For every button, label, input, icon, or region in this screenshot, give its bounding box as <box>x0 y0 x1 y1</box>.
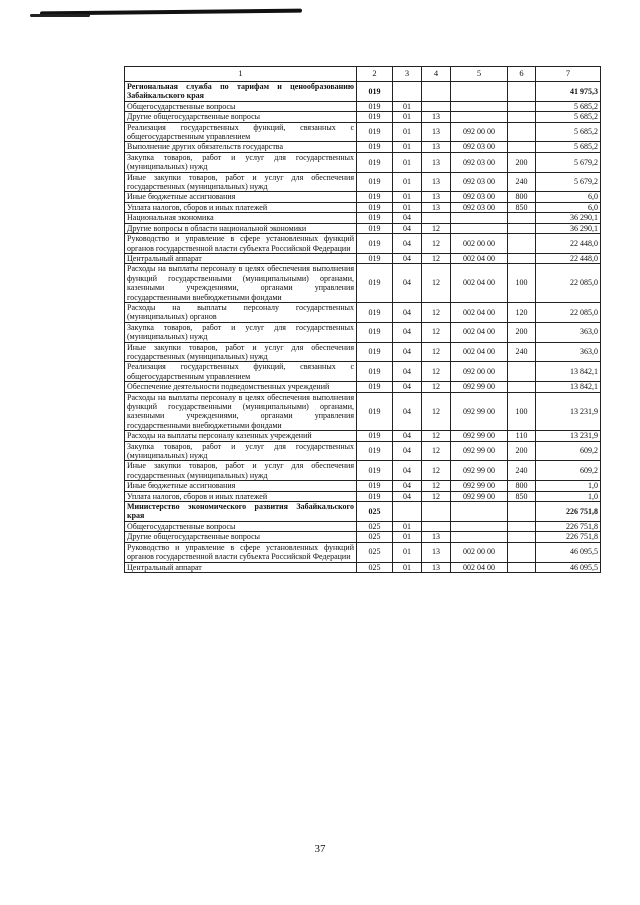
header-row <box>125 67 601 82</box>
row-name: Другие общегосударственные вопросы <box>125 532 357 542</box>
row-target-article: 092 99 00 <box>451 382 508 392</box>
row-section-code: 04 <box>393 431 422 441</box>
row-name: Закупка товаров, работ и услуг для государственных (муниципальных) нужд <box>125 322 357 342</box>
row-section-code: 01 <box>393 532 422 542</box>
table-row <box>125 302 601 322</box>
table-row <box>125 441 601 461</box>
row-name: Иные бюджетные ассигнования <box>125 192 357 202</box>
row-expense-type: 200 <box>508 441 536 461</box>
row-target-article <box>451 112 508 122</box>
row-expense-type <box>508 562 536 572</box>
row-target-article: 092 99 00 <box>451 481 508 491</box>
row-subsection-code: 12 <box>422 342 451 362</box>
table-row <box>125 382 601 392</box>
row-subsection-code <box>422 213 451 223</box>
row-expense-type <box>508 362 536 382</box>
row-amount: 1,0 <box>536 481 601 491</box>
row-subsection-code: 12 <box>422 223 451 233</box>
row-subsection-code: 12 <box>422 264 451 303</box>
row-amount: 6,0 <box>536 192 601 202</box>
row-section-code: 04 <box>393 392 422 431</box>
row-target-article: 092 00 00 <box>451 122 508 142</box>
row-target-article: 092 03 00 <box>451 142 508 152</box>
row-amount: 22 448,0 <box>536 234 601 254</box>
row-target-article: 092 03 00 <box>451 192 508 202</box>
row-subsection-code: 12 <box>422 431 451 441</box>
row-ministry-code: 019 <box>357 213 393 223</box>
table-row <box>125 542 601 562</box>
row-expense-type: 850 <box>508 491 536 501</box>
row-section-code: 04 <box>393 322 422 342</box>
row-name: Региональная служба по тарифам и ценообразованию Забайкальского края <box>125 82 357 102</box>
row-amount: 5 679,2 <box>536 172 601 192</box>
row-expense-type <box>508 223 536 233</box>
row-target-article: 002 04 00 <box>451 322 508 342</box>
row-target-article: 092 99 00 <box>451 431 508 441</box>
row-amount: 609,2 <box>536 461 601 481</box>
row-name: Иные бюджетные ассигнования <box>125 481 357 491</box>
table-row <box>125 223 601 233</box>
row-ministry-code: 019 <box>357 112 393 122</box>
row-section-code: 04 <box>393 213 422 223</box>
row-ministry-code: 019 <box>357 234 393 254</box>
row-subsection-code <box>422 101 451 111</box>
row-section-code: 01 <box>393 122 422 142</box>
row-subsection-code: 13 <box>422 202 451 212</box>
table-row <box>125 342 601 362</box>
row-section-code: 04 <box>393 441 422 461</box>
row-target-article: 092 03 00 <box>451 202 508 212</box>
row-name: Общегосударственные вопросы <box>125 521 357 531</box>
row-amount: 41 975,3 <box>536 82 601 102</box>
table-row <box>125 82 601 102</box>
scan-artifact-bar-left <box>30 14 90 17</box>
row-expense-type: 200 <box>508 152 536 172</box>
table-row <box>125 122 601 142</box>
row-subsection-code: 12 <box>422 322 451 342</box>
row-target-article: 002 00 00 <box>451 542 508 562</box>
table-row <box>125 264 601 303</box>
row-subsection-code: 13 <box>422 542 451 562</box>
row-ministry-code: 019 <box>357 202 393 212</box>
row-expense-type: 120 <box>508 302 536 322</box>
row-target-article <box>451 502 508 522</box>
row-name: Центральный аппарат <box>125 253 357 263</box>
row-subsection-code <box>422 502 451 522</box>
row-subsection-code: 13 <box>422 532 451 542</box>
table-row <box>125 192 601 202</box>
row-amount: 36 290,1 <box>536 213 601 223</box>
row-target-article: 092 03 00 <box>451 152 508 172</box>
row-expense-type <box>508 382 536 392</box>
row-section-code: 04 <box>393 491 422 501</box>
row-section-code: 01 <box>393 101 422 111</box>
row-ministry-code: 019 <box>357 142 393 152</box>
row-name: Иные закупки товаров, работ и услуг для обеспечения государственных (муниципальных) нужд <box>125 461 357 481</box>
row-name: Обеспечение деятельности подведомственных учреждений <box>125 382 357 392</box>
row-amount: 13 231,9 <box>536 431 601 441</box>
row-amount: 22 085,0 <box>536 264 601 303</box>
row-target-article: 092 00 00 <box>451 362 508 382</box>
row-name: Расходы на выплаты персоналу в целях обеспечения выполнения функций государственными (муниципальными) органами, казенными учреждениями, органами управления государственными внебюджетными фондами <box>125 392 357 431</box>
row-section-code: 01 <box>393 172 422 192</box>
row-amount: 363,0 <box>536 342 601 362</box>
row-subsection-code <box>422 521 451 531</box>
row-subsection-code: 12 <box>422 362 451 382</box>
row-name: Министерство экономического развития Забайкальского края <box>125 502 357 522</box>
row-amount: 1,0 <box>536 491 601 501</box>
row-expense-type: 800 <box>508 481 536 491</box>
row-amount: 22 448,0 <box>536 253 601 263</box>
header-cell-3: 3 <box>393 67 422 82</box>
row-subsection-code: 12 <box>422 253 451 263</box>
table-body <box>125 82 601 573</box>
row-target-article: 002 04 00 <box>451 302 508 322</box>
row-expense-type <box>508 234 536 254</box>
row-ministry-code: 025 <box>357 502 393 522</box>
row-ministry-code: 025 <box>357 562 393 572</box>
row-name: Закупка товаров, работ и услуг для государственных (муниципальных) нужд <box>125 441 357 461</box>
table-row <box>125 562 601 572</box>
row-section-code: 04 <box>393 481 422 491</box>
row-section-code: 01 <box>393 142 422 152</box>
row-ministry-code: 025 <box>357 521 393 531</box>
table-row <box>125 461 601 481</box>
row-amount: 363,0 <box>536 322 601 342</box>
row-amount: 13 231,9 <box>536 392 601 431</box>
row-section-code: 04 <box>393 223 422 233</box>
header-cell-6: 6 <box>508 67 536 82</box>
row-name: Руководство и управление в сфере установленных функций органов государственной власти субъекта Российской Федерации <box>125 234 357 254</box>
row-subsection-code: 12 <box>422 382 451 392</box>
budget-table <box>124 66 601 573</box>
row-ministry-code: 019 <box>357 223 393 233</box>
row-section-code <box>393 82 422 102</box>
row-target-article: 092 03 00 <box>451 172 508 192</box>
row-ministry-code: 019 <box>357 101 393 111</box>
row-ministry-code: 019 <box>357 253 393 263</box>
row-subsection-code: 12 <box>422 234 451 254</box>
row-subsection-code: 12 <box>422 302 451 322</box>
header-cell-4: 4 <box>422 67 451 82</box>
row-expense-type <box>508 521 536 531</box>
row-section-code: 01 <box>393 112 422 122</box>
row-amount: 609,2 <box>536 441 601 461</box>
row-amount: 36 290,1 <box>536 223 601 233</box>
page-number: 37 <box>314 843 326 855</box>
row-amount: 226 751,8 <box>536 532 601 542</box>
row-ministry-code: 019 <box>357 192 393 202</box>
row-expense-type <box>508 213 536 223</box>
row-ministry-code: 019 <box>357 152 393 172</box>
row-subsection-code: 13 <box>422 192 451 202</box>
table-row <box>125 142 601 152</box>
row-amount: 46 095,5 <box>536 562 601 572</box>
row-section-code: 04 <box>393 342 422 362</box>
row-expense-type <box>508 101 536 111</box>
row-amount: 13 842,1 <box>536 382 601 392</box>
row-subsection-code: 12 <box>422 491 451 501</box>
table-row <box>125 491 601 501</box>
row-target-article <box>451 101 508 111</box>
row-expense-type <box>508 122 536 142</box>
row-name: Руководство и управление в сфере установленных функций органов государственной власти субъекта Российской Федерации <box>125 542 357 562</box>
row-amount: 226 751,8 <box>536 521 601 531</box>
row-name: Иные закупки товаров, работ и услуг для обеспечения государственных (муниципальных) нужд <box>125 342 357 362</box>
row-section-code: 04 <box>393 302 422 322</box>
row-target-article: 002 04 00 <box>451 562 508 572</box>
table-row <box>125 502 601 522</box>
table-row <box>125 322 601 342</box>
row-subsection-code: 12 <box>422 481 451 491</box>
row-expense-type: 850 <box>508 202 536 212</box>
row-name: Расходы на выплаты персоналу государственных (муниципальных) органов <box>125 302 357 322</box>
row-ministry-code: 019 <box>357 382 393 392</box>
row-ministry-code: 019 <box>357 481 393 491</box>
row-target-article <box>451 532 508 542</box>
row-expense-type <box>508 142 536 152</box>
row-name: Расходы на выплаты персоналу в целях обеспечения выполнения функций государственными (муниципальными) органами, казенными учреждениями, органами управления государственными внебюджетными фондами <box>125 264 357 303</box>
row-ministry-code: 019 <box>357 342 393 362</box>
row-subsection-code: 13 <box>422 112 451 122</box>
row-amount: 226 751,8 <box>536 502 601 522</box>
row-expense-type: 240 <box>508 172 536 192</box>
row-subsection-code: 13 <box>422 122 451 142</box>
row-ministry-code: 025 <box>357 532 393 542</box>
row-amount: 5 685,2 <box>536 112 601 122</box>
table-row <box>125 532 601 542</box>
row-ministry-code: 019 <box>357 264 393 303</box>
row-name: Общегосударственные вопросы <box>125 101 357 111</box>
row-expense-type: 240 <box>508 342 536 362</box>
row-expense-type <box>508 542 536 562</box>
table-row <box>125 112 601 122</box>
row-section-code: 04 <box>393 382 422 392</box>
row-section-code <box>393 502 422 522</box>
row-expense-type: 110 <box>508 431 536 441</box>
row-target-article <box>451 223 508 233</box>
row-amount: 6,0 <box>536 202 601 212</box>
row-subsection-code: 12 <box>422 461 451 481</box>
row-expense-type: 100 <box>508 392 536 431</box>
row-subsection-code: 12 <box>422 441 451 461</box>
row-ministry-code: 019 <box>357 461 393 481</box>
row-target-article: 002 04 00 <box>451 253 508 263</box>
row-expense-type <box>508 532 536 542</box>
row-amount: 5 685,2 <box>536 122 601 142</box>
table-row <box>125 234 601 254</box>
row-ministry-code: 019 <box>357 322 393 342</box>
row-expense-type: 800 <box>508 192 536 202</box>
table-row <box>125 362 601 382</box>
table-row <box>125 481 601 491</box>
row-target-article <box>451 213 508 223</box>
row-ministry-code: 019 <box>357 82 393 102</box>
row-amount: 22 085,0 <box>536 302 601 322</box>
row-section-code: 04 <box>393 234 422 254</box>
row-target-article: 092 99 00 <box>451 461 508 481</box>
row-target-article: 092 99 00 <box>451 491 508 501</box>
row-section-code: 01 <box>393 521 422 531</box>
row-amount: 5 685,2 <box>536 142 601 152</box>
row-subsection-code: 12 <box>422 392 451 431</box>
row-subsection-code: 13 <box>422 562 451 572</box>
row-amount: 5 679,2 <box>536 152 601 172</box>
table-row <box>125 152 601 172</box>
row-section-code: 01 <box>393 562 422 572</box>
row-name: Другие вопросы в области национальной экономики <box>125 223 357 233</box>
table-row <box>125 253 601 263</box>
row-expense-type <box>508 112 536 122</box>
row-section-code: 01 <box>393 202 422 212</box>
row-target-article <box>451 521 508 531</box>
row-target-article: 002 04 00 <box>451 264 508 303</box>
table-row <box>125 431 601 441</box>
row-section-code: 04 <box>393 461 422 481</box>
row-name: Уплата налогов, сборов и иных платежей <box>125 491 357 501</box>
row-subsection-code: 13 <box>422 172 451 192</box>
row-name: Выполнение других обязательств государства <box>125 142 357 152</box>
table-row <box>125 213 601 223</box>
row-name: Закупка товаров, работ и услуг для государственных (муниципальных) нужд <box>125 152 357 172</box>
row-target-article: 002 04 00 <box>451 342 508 362</box>
row-name: Национальная экономика <box>125 213 357 223</box>
row-name: Реализация государственных функций, связанных с общегосударственным управлением <box>125 362 357 382</box>
row-section-code: 01 <box>393 152 422 172</box>
row-amount: 46 095,5 <box>536 542 601 562</box>
row-ministry-code: 019 <box>357 431 393 441</box>
row-name: Реализация государственных функций, связанных с общегосударственным управлением <box>125 122 357 142</box>
row-target-article: 092 99 00 <box>451 441 508 461</box>
table-row <box>125 202 601 212</box>
table-row <box>125 101 601 111</box>
row-expense-type <box>508 502 536 522</box>
row-subsection-code: 13 <box>422 142 451 152</box>
row-subsection-code: 13 <box>422 152 451 172</box>
row-amount: 13 842,1 <box>536 362 601 382</box>
row-name: Иные закупки товаров, работ и услуг для обеспечения государственных (муниципальных) нужд <box>125 172 357 192</box>
row-expense-type <box>508 82 536 102</box>
header-cell-2: 2 <box>357 67 393 82</box>
row-ministry-code: 019 <box>357 441 393 461</box>
row-name: Уплата налогов, сборов и иных платежей <box>125 202 357 212</box>
header-cell-1: 1 <box>125 67 357 82</box>
row-ministry-code: 019 <box>357 172 393 192</box>
table-row <box>125 521 601 531</box>
row-section-code: 01 <box>393 192 422 202</box>
row-name: Другие общегосударственные вопросы <box>125 112 357 122</box>
row-section-code: 04 <box>393 362 422 382</box>
row-expense-type <box>508 253 536 263</box>
row-section-code: 01 <box>393 542 422 562</box>
row-target-article <box>451 82 508 102</box>
header-cell-5: 5 <box>451 67 508 82</box>
row-target-article: 092 99 00 <box>451 392 508 431</box>
row-ministry-code: 019 <box>357 491 393 501</box>
row-ministry-code: 019 <box>357 362 393 382</box>
row-ministry-code: 019 <box>357 392 393 431</box>
row-expense-type: 240 <box>508 461 536 481</box>
row-expense-type: 200 <box>508 322 536 342</box>
row-name: Центральный аппарат <box>125 562 357 572</box>
row-amount: 5 685,2 <box>536 101 601 111</box>
row-ministry-code: 019 <box>357 302 393 322</box>
row-expense-type: 100 <box>508 264 536 303</box>
table-row <box>125 392 601 431</box>
row-section-code: 04 <box>393 253 422 263</box>
row-target-article: 002 00 00 <box>451 234 508 254</box>
row-name: Расходы на выплаты персоналу казенных учреждений <box>125 431 357 441</box>
row-ministry-code: 025 <box>357 542 393 562</box>
row-section-code: 04 <box>393 264 422 303</box>
row-subsection-code <box>422 82 451 102</box>
header-cell-7: 7 <box>536 67 601 82</box>
table-row <box>125 172 601 192</box>
row-ministry-code: 019 <box>357 122 393 142</box>
